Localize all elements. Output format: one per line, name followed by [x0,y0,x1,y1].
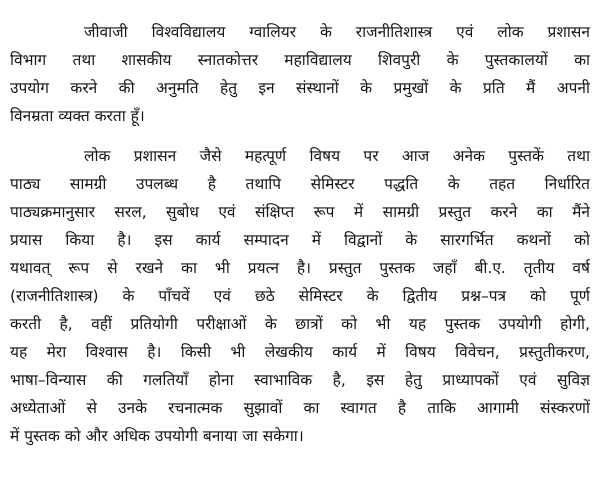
text-line: भाषा–विन्यास की गलतियाँ होना स्वाभाविक है, इस हेतु प्राध्यापकों एवं सुविज्ञ [10,371,590,389]
text-line: पाठ्यक्रमानुसार सरल, सुबोध एवं संक्षिप्त रूप में सामग्री प्रस्तुत करने का मैंने [10,203,590,221]
text-line: करती है, वहीं प्रतियोगी परीक्षाओं के छात्रों को भी यह पुस्तक उपयोगी होगी, [10,315,590,333]
text-line: लोक प्रशासन जैसे महत्पूर्ण विषय पर आज अनेक पुस्तकें तथा [84,147,590,165]
text-line: जीवाजी विश्वविद्यालय ग्वालियर के राजनीतिशास्त्र एवं लोक प्रशासन [84,23,590,41]
text-line: यह मेरा विश्वास है। किसी भी लेखकीय कार्य में विषय विवेचन, प्रस्तुतीकरण, [10,343,590,361]
text-line: प्रयास किया है। इस कार्य सम्पादन में विद्वानों के सारगर्भित कथनों को [10,231,590,249]
text-line: पाठ्य सामग्री उपलब्ध है तथापि सेमिस्टर पद्धति के तहत निर्धारित [10,175,590,193]
text-line: विभाग तथा शासकीय स्नातकोत्तर महाविद्यालय शिवपुरी के पुस्तकालयों का [10,51,590,69]
text-line: विनम्रता व्यक्त करता हूँ। [10,107,145,125]
paragraph-gap [10,130,590,142]
text-line: में पुस्तक को और अधिक उपयोगी बनाया जा सकेगा। [10,427,304,445]
text-line: अध्येताओं से उनके रचनात्मक सुझावों का स्वागत है ताकि आगामी संस्करणों [10,399,590,417]
preface-paragraph [10,142,590,450]
acknowledgement-paragraph [10,18,590,130]
text-line: उपयोग करने की अनुमति हेतु इन संस्थानों के प्रमुखों के प्रति मैं अपनी [10,79,590,97]
text-line: यथावत् रूप से रखने का भी प्रयत्न है। प्रस्तुत पुस्तक जहाँ बी.ए. तृतीय वर्ष [10,259,590,277]
text-line: (राजनीतिशास्त्र) के पाँचवें एवं छठे सेमिस्टर के द्वितीय प्रश्न–पत्र को पूर्ण [10,287,590,305]
